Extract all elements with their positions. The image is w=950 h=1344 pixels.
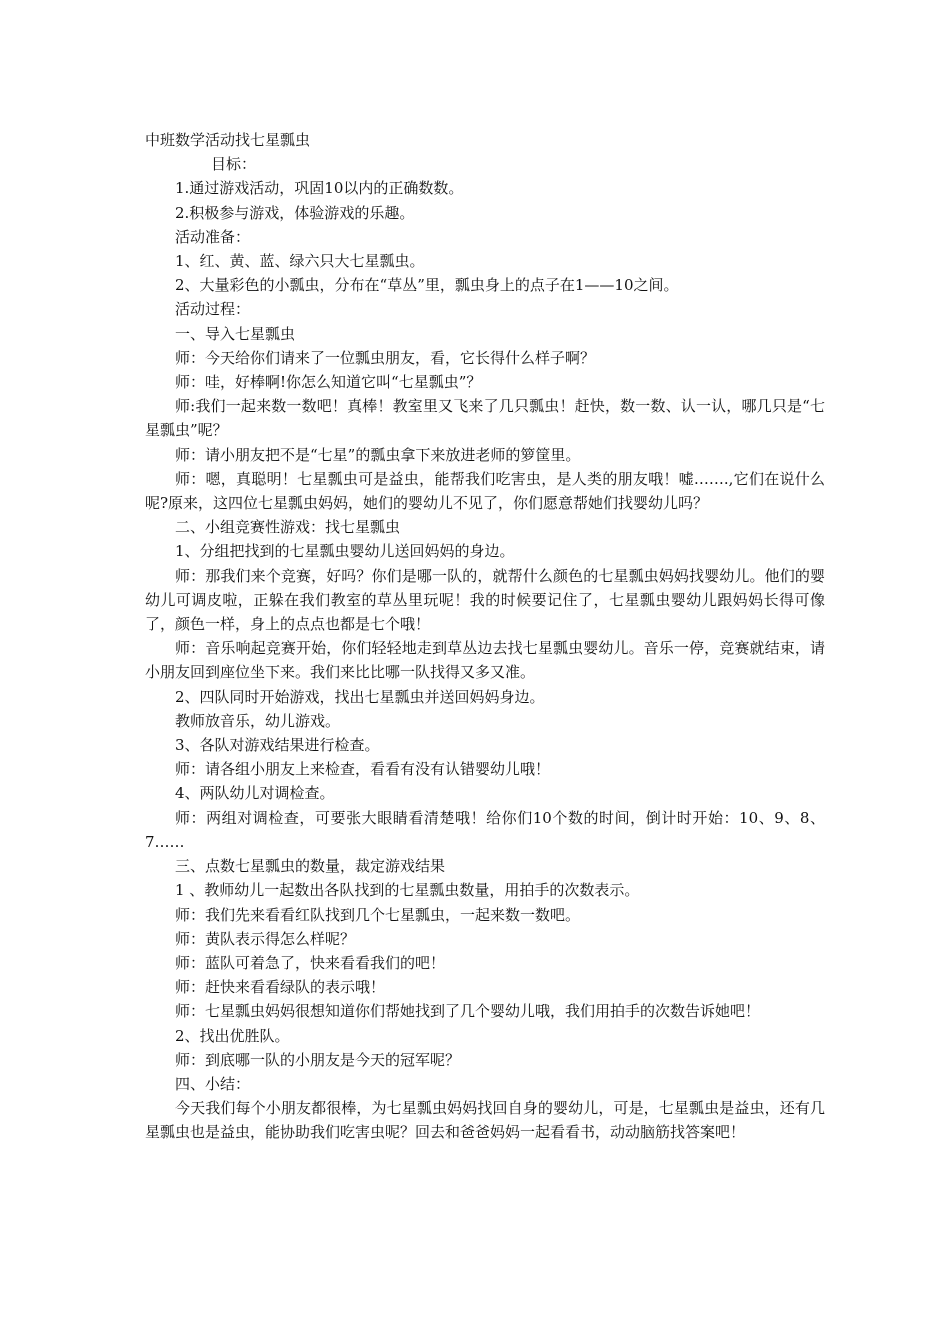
paragraph: 师：今天给你们请来了一位瓢虫朋友，看，它长得什么样子啊？ bbox=[175, 348, 596, 367]
paragraph: 1 、教师幼儿一起数出各队找到的七星瓢虫数量，用拍手的次数表示。 bbox=[175, 881, 640, 900]
paragraph: 师：七星瓢虫妈妈很想知道你们帮她找到了几个婴幼儿哦，我们用拍手的次数告诉她吧！ bbox=[175, 1002, 761, 1021]
paragraph: 师：那我们来个竞赛，好吗？你们是哪一队的，就帮什么颜色的七星瓢虫妈妈找婴幼儿。他们的婴幼儿可调皮啦，正躲在我们教室的草丛里玩呢！我的时候要记住了，七星瓢虫婴幼儿跟妈妈长得可像了，颜色一样，身上的点点也都是七个哦！ bbox=[145, 566, 825, 634]
paragraph: 师：赶快来看看绿队的表示哦！ bbox=[175, 978, 386, 997]
paragraph: 2.积极参与游戏，体验游戏的乐趣。 bbox=[175, 203, 415, 222]
paragraph: 师：请各组小朋友上来检查，看看有没有认错婴幼儿哦！ bbox=[175, 760, 551, 779]
section-heading: 四、小结： bbox=[175, 1074, 251, 1093]
goal-heading: 目标： bbox=[211, 155, 257, 174]
paragraph: 师：嗯，真聪明！七星瓢虫可是益虫，能帮我们吃害虫，是人类的朋友哦！嘘…….,它们在说什么呢?原来，这四位七星瓢虫妈妈，她们的婴幼儿不见了，你们愿意帮她们找婴幼儿吗？ bbox=[145, 469, 825, 513]
section-heading: 活动过程： bbox=[175, 300, 251, 319]
paragraph: 师：到底哪一队的小朋友是今天的冠军呢？ bbox=[175, 1050, 461, 1069]
paragraph: 师:我们一起来数一数吧！真棒！教室里又飞来了几只瓢虫！赶快，数一数、认一认，哪几只是“七星瓢虫”呢？ bbox=[145, 397, 825, 440]
paragraph: 师：蓝队可着急了，快来看看我们的吧！ bbox=[175, 953, 446, 972]
document-page bbox=[145, 128, 825, 1145]
paragraph: 教师放音乐，幼儿游戏。 bbox=[175, 711, 341, 730]
paragraph: 4、两队幼儿对调检查。 bbox=[175, 784, 335, 803]
paragraph: 师：黄队表示得怎么样呢？ bbox=[175, 929, 356, 948]
paragraph: 2、四队同时开始游戏，找出七星瓢虫并送回妈妈身边。 bbox=[175, 687, 545, 706]
paragraph: 今天我们每个小朋友都很棒，为七星瓢虫妈妈找回自身的婴幼儿，可是，七星瓢虫是益虫，还有几星瓢虫也是益虫，能协助我们吃害虫呢？回去和爸爸妈妈一起看看书，动动脑筋找答案吧！ bbox=[145, 1099, 825, 1142]
section-heading: 三、点数七星瓢虫的数量，裁定游戏结果 bbox=[175, 857, 446, 876]
document-title: 中班数学活动找七星瓢虫 bbox=[145, 131, 311, 149]
paragraph: 2、大量彩色的小瓢虫，分布在“草丛”里，瓢虫身上的点子在1——10之间。 bbox=[175, 276, 679, 295]
paragraph: 1.通过游戏活动，巩固10以内的正确数数。 bbox=[175, 179, 464, 198]
paragraph: 师：两组对调检查，可要张大眼睛看清楚哦！给你们10个数的时间，倒计时开始：10、9、8、7…… bbox=[145, 808, 825, 851]
section-heading: 活动准备： bbox=[175, 227, 251, 246]
paragraph: 1、红、黄、蓝、绿六只大七星瓢虫。 bbox=[175, 252, 425, 271]
paragraph: 师：音乐响起竞赛开始，你们轻轻地走到草丛边去找七星瓢虫婴幼儿。音乐一停，竞赛就结束，请小朋友回到座位坐下来。我们来比比哪一队找得又多又准。 bbox=[145, 639, 825, 682]
section-heading: 二、小组竞赛性游戏：找七星瓢虫 bbox=[175, 518, 401, 537]
paragraph: 1、分组把找到的七星瓢虫婴幼儿送回妈妈的身边。 bbox=[175, 542, 515, 561]
section-heading: 一、导入七星瓢虫 bbox=[175, 324, 296, 343]
paragraph: 师：请小朋友把不是“七星”的瓢虫拿下来放进老师的箩筐里。 bbox=[175, 445, 581, 464]
paragraph: 师：哇，好棒啊!你怎么知道它叫“七星瓢虫”？ bbox=[175, 373, 482, 392]
paragraph: 师：我们先来看看红队找到几个七星瓢虫，一起来数一数吧。 bbox=[175, 905, 581, 924]
paragraph: 2、找出优胜队。 bbox=[175, 1026, 290, 1045]
paragraph: 3、各队对游戏结果进行检查。 bbox=[175, 736, 380, 755]
